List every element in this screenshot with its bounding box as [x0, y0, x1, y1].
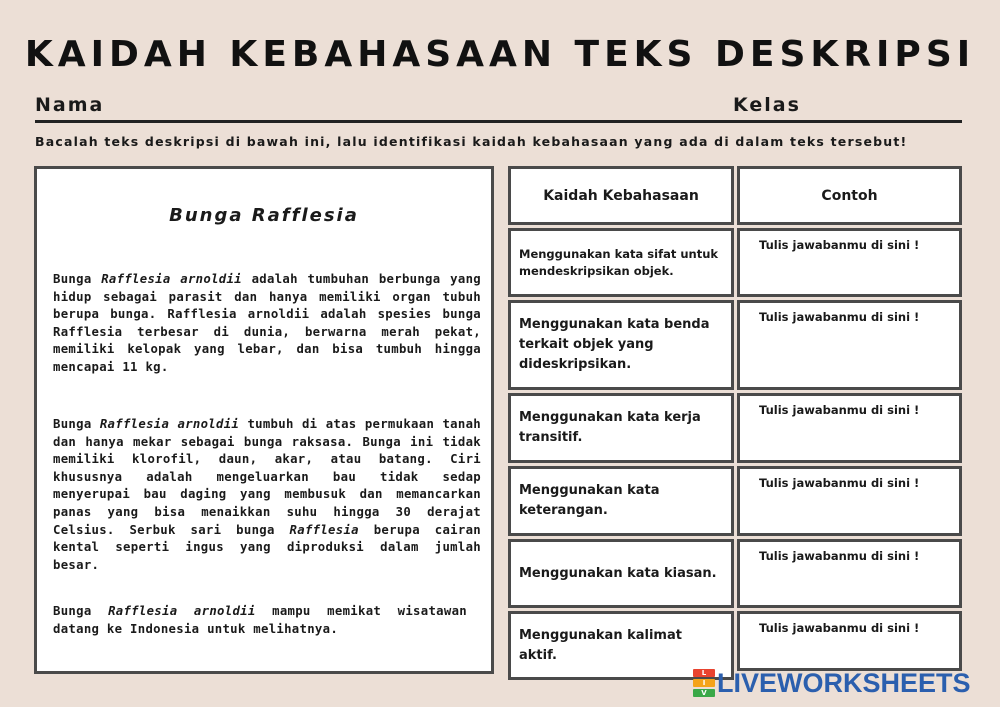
answer-field[interactable]: Tulis jawabanmu di sini ! [737, 228, 962, 297]
answer-field[interactable]: Tulis jawabanmu di sini ! [737, 539, 962, 608]
answer-field[interactable]: Tulis jawabanmu di sini ! [737, 393, 962, 463]
reading-text-box [34, 166, 494, 674]
rule-cell: Menggunakan kata kiasan. [508, 539, 734, 608]
liveworksheets-logo [693, 668, 971, 698]
paragraph-3: Bunga Rafflesia arnoldii mampu memikat wisatawan datang ke Indonesia untuk melihatnya. [53, 604, 467, 636]
paragraph-2: Bunga Rafflesia arnoldii tumbuh di atas permukaan tanah dan hanya mekar sebagai bunga raksasa. Bunga ini tidak memiliki klorofil, daun, akar, atau batang. Ciri khususnya adalah mengeluarkan bau tidak sedap menyerupai bau daging yang membusuk dan memancarkan panas yang bisa menaikkan suhu hingga 30 derajat Celsius. Serbuk sari bunga Rafflesia berupa cairan kental seperti ingus yang diproduksi dalam jumlah besar. [53, 417, 481, 572]
rule-cell: Menggunakan kalimat aktif. [508, 611, 734, 680]
instruction-text: Bacalah teks deskripsi di bawah ini, lalu identifikasi kaidah kebahasaan yang ada di dalam teks tersebut! [35, 134, 908, 149]
student-info-row [35, 94, 962, 123]
page-title: KAIDAH KEBAHASAAN TEKS DESKRIPSI [24, 34, 976, 75]
name-label: Nama [35, 94, 105, 116]
class-label: Kelas [733, 94, 801, 116]
answer-field[interactable]: Tulis jawabanmu di sini ! [737, 466, 962, 536]
rule-cell: Menggunakan kata benda terkait objek yang dideskripsikan. [508, 300, 734, 390]
rule-cell: Menggunakan kata kerja transitif. [508, 393, 734, 463]
rule-cell: Menggunakan kata keterangan. [508, 466, 734, 536]
reading-title: Bunga Rafflesia [169, 205, 359, 226]
paragraph-1: Bunga Rafflesia arnoldii adalah tumbuhan berbunga yang hidup sebagai parasit dan hanya memiliki organ tubuh berupa bunga. Rafflesia arnoldii adalah spesies bunga Rafflesia terbesar di dunia, berwarna merah pekat, memiliki kelopak yang lebar, dan bisa tumbuh hingga mencapai 11 kg. [53, 272, 481, 374]
header-kaidah: Kaidah Kebahasaan [508, 166, 734, 225]
answer-field[interactable]: Tulis jawabanmu di sini ! [737, 611, 962, 671]
answer-field[interactable]: Tulis jawabanmu di sini ! [737, 300, 962, 390]
logo-text: LIVEWORKSHEETS [717, 667, 971, 698]
rule-cell: Menggunakan kata sifat untuk mendeskripsikan objek. [508, 228, 734, 297]
header-contoh: Contoh [737, 166, 962, 225]
logo-mark-icon: L I V [693, 668, 715, 698]
